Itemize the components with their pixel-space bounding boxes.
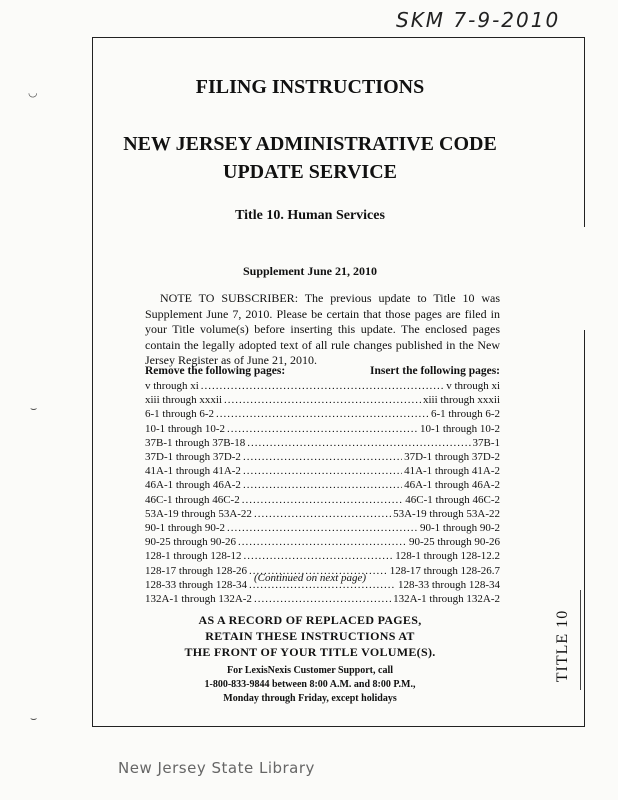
insert-pages: 132A-1 through 132A-2	[393, 593, 500, 606]
frame-right-edge-bottom	[584, 330, 585, 726]
table-header	[145, 365, 500, 377]
support-line-2: 1-800-833-9844 between 8:00 A.M. and 8:00 P.M.,	[204, 679, 416, 690]
dot-leader	[244, 549, 394, 563]
margin-mark-top: ◡	[28, 86, 38, 99]
insert-pages: 46A-1 through 46A-2	[404, 479, 500, 492]
table-row	[145, 507, 500, 521]
insert-pages: 46C-1 through 46C-2	[405, 493, 500, 506]
table-row	[145, 393, 500, 407]
side-tab-rule	[580, 590, 581, 690]
dot-leader	[254, 507, 391, 521]
support-line-3: Monday through Friday, except holidays	[223, 693, 397, 704]
remove-pages: 53A-19 through 53A-22	[145, 507, 252, 520]
dot-leader	[247, 436, 470, 450]
dot-leader	[242, 493, 404, 507]
supplement-date: Supplement June 21, 2010	[242, 264, 378, 278]
insert-pages: 128-33 through 128-34	[397, 578, 500, 591]
table-row	[145, 464, 500, 478]
insert-header: Insert the following pages:	[369, 365, 500, 377]
remove-pages: 46A-1 through 46A-2	[145, 479, 241, 492]
remove-pages: 10-1 through 10-2	[145, 422, 226, 435]
record-instructions	[100, 612, 520, 660]
heading-admin-code-line1: NEW JERSEY ADMINISTRATIVE CODE	[123, 133, 497, 155]
support-line-1: For LexisNexis Customer Support, call	[226, 665, 393, 676]
table-row	[145, 549, 500, 563]
remove-pages: 41A-1 through 41A-2	[145, 465, 241, 478]
table-row	[145, 407, 500, 421]
dot-leader	[201, 379, 444, 393]
continued-note: (Continued on next page)	[253, 572, 367, 584]
frame-right-edge-top	[584, 37, 585, 227]
table-row	[145, 478, 500, 492]
dot-leader	[227, 521, 418, 535]
dot-leader	[243, 464, 402, 478]
remove-pages: 46C-1 through 46C-2	[145, 493, 240, 506]
remove-pages: 128-1 through 128-12	[145, 550, 242, 563]
record-line-1: AS A RECORD OF REPLACED PAGES,	[198, 613, 422, 627]
remove-pages: 128-33 through 128-34	[145, 578, 248, 591]
dot-leader	[254, 592, 391, 606]
remove-pages: 6-1 through 6-2	[145, 408, 215, 421]
remove-pages: 90-25 through 90-26	[145, 536, 237, 549]
side-tab-label: TITLE 10	[554, 609, 572, 683]
remove-pages: v through xi	[145, 380, 199, 392]
insert-pages: 6-1 through 6-2	[430, 408, 500, 421]
table-row	[145, 535, 500, 549]
margin-mark-bottom: ⌣	[30, 712, 38, 725]
insert-pages: v through xi	[446, 380, 500, 392]
table-row	[145, 521, 500, 535]
insert-pages: 128-1 through 128-12.2	[395, 550, 500, 563]
insert-pages: 90-25 through 90-26	[408, 536, 500, 549]
remove-pages: 90-1 through 90-2	[145, 522, 226, 535]
remove-pages: 37D-1 through 37D-2	[145, 451, 241, 464]
dot-leader	[243, 450, 402, 464]
record-line-2: RETAIN THESE INSTRUCTIONS AT	[205, 629, 415, 643]
insert-pages: 53A-19 through 53A-22	[393, 507, 500, 520]
insert-pages: xiii through xxxii	[423, 394, 500, 407]
insert-pages: 128-17 through 128-26.7	[389, 564, 500, 577]
dot-leader	[224, 393, 421, 407]
note-to-subscriber: NOTE TO SUBSCRIBER: The previous update to Title 10 was Supplement June 7, 2010. Please be certain that those pages are filed in your Title volume(s) before inserting this update. The enclosed pages contain the legally adopted text of all rule changes published in the New Jersey Register as of June 21, 2010.	[145, 291, 500, 368]
heading-admin-code-line2: UPDATE SERVICE	[223, 161, 397, 183]
remove-pages: 37B-1 through 37B-18	[145, 436, 246, 449]
dot-leader	[227, 422, 418, 436]
table-row	[145, 592, 500, 606]
insert-pages: 37B-1	[472, 436, 500, 449]
library-stamp: New Jersey State Library	[118, 759, 315, 777]
remove-pages: 132A-1 through 132A-2	[145, 593, 252, 606]
margin-mark-middle: ⌣	[30, 402, 38, 415]
dot-leader	[243, 478, 402, 492]
table-row	[145, 436, 500, 450]
insert-pages: 90-1 through 90-2	[419, 522, 500, 535]
heading-filing-instructions: FILING INSTRUCTIONS	[195, 76, 425, 98]
table-row	[145, 450, 500, 464]
insert-pages: 41A-1 through 41A-2	[404, 465, 500, 478]
remove-header: Remove the following pages:	[145, 365, 286, 377]
heading-admin-code	[100, 130, 520, 186]
insert-pages: 37D-1 through 37D-2	[404, 451, 500, 464]
dot-leader	[216, 407, 429, 421]
customer-support	[100, 664, 520, 706]
handwritten-initials-date: SKM 7-9-2010	[396, 8, 561, 32]
heading-title: Title 10. Human Services	[235, 208, 385, 223]
dot-leader	[238, 535, 407, 549]
side-tab	[548, 606, 578, 686]
remove-pages: xiii through xxxii	[145, 394, 222, 407]
table-row	[145, 422, 500, 436]
insert-pages: 10-1 through 10-2	[419, 422, 500, 435]
table-row	[145, 493, 500, 507]
remove-pages: 128-17 through 128-26	[145, 564, 248, 577]
record-line-3: THE FRONT OF YOUR TITLE VOLUME(S).	[184, 645, 436, 659]
table-row	[145, 379, 500, 393]
